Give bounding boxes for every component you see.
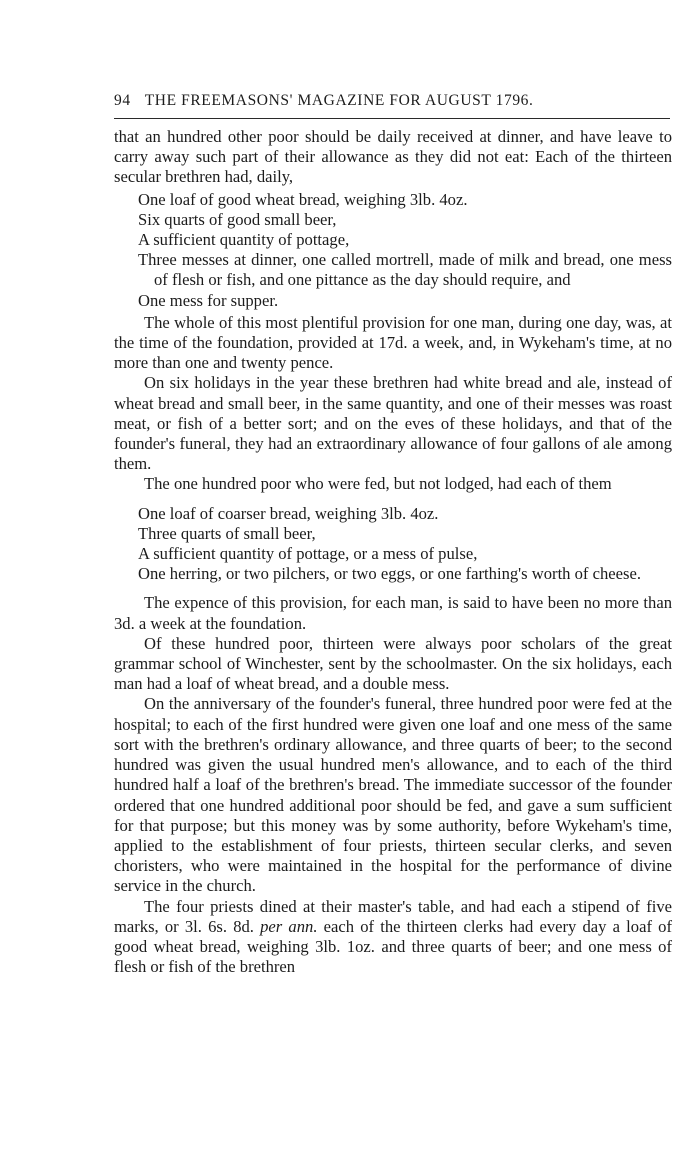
paragraph-8-italic: per ann. [260,916,318,936]
header-rule [114,118,670,119]
list-item: A sufficient quantity of pottage, or a mess of pulse, [138,544,478,564]
paragraph-8 [114,897,672,978]
list-item: Three quarts of small beer, [138,523,316,543]
poor-allowance-list [114,504,672,585]
list-item: One loaf of coarser bread, weighing 3lb. 4oz. [138,503,439,523]
paragraph-2: The whole of this most plentiful provision for one man, during one day, was, at the time of the foundation, provided at 17d. a week, and, in Wykeham's time, at no more than one and twenty pence. [114,312,672,373]
paragraph-6: Of these hundred poor, thirteen were always poor scholars of the great grammar school of Winchester, sent by the schoolmaster. On the six holidays, each man had a loaf of wheat bread, and a double mess. [114,633,672,694]
paragraph-3: On six holidays in the year these brethren had white bread and ale, instead of wheat bread and small beer, in the same quantity, and one of their messes was roast meat, or fish of a better sort; and on the eves of these holidays, and that of the founder's funeral, they had an extraordinary allowance of four gallons of ale among them. [114,373,672,474]
paragraph-5: The expence of this provision, for each man, is said to have been no more than 3d. a week at the foundation. [114,593,672,633]
list-item: Six quarts of good small beer, [138,209,337,229]
running-header [114,92,672,114]
list-item: One loaf of good wheat bread, weighing 3lb. 4oz. [138,189,468,209]
running-title: THE FREEMASONS' MAGAZINE FOR AUGUST 1796. [144,92,534,109]
brethren-allowance-list [114,190,672,311]
paragraph-4: The one hundred poor who were fed, but not lodged, had each of them [144,474,612,494]
page-number: 94 [114,92,131,109]
magazine-page [114,92,672,977]
paragraph-8-text-a: The four priests dined at their master's table, and had each a stipend of five marks, or 3l. 6s. 8d. [114,896,672,936]
list-item: One mess for supper. [138,290,279,310]
list-item: A sufficient quantity of pottage, [138,230,350,250]
list-item: Three messes at dinner, one called mortrell, made of milk and bread, one mess of flesh or fish, and one pittance as the day should require, and [138,250,672,290]
paragraph-8-text-b: each of the thirteen clerks had every day a loaf of good wheat bread, weighing 3lb. 1oz. and three quarts of beer; and one mess of flesh or fish of the brethren [114,916,672,977]
paragraph-1: that an hundred other poor should be daily received at dinner, and have leave to carry away such part of their allowance as they did not eat: Each of the thirteen secular brethren had, daily, [114,127,672,187]
list-item: One herring, or two pilchers, or two eggs, or one farthing's worth of cheese. [138,564,641,584]
paragraph-7: On the anniversary of the founder's funeral, three hundred poor were fed at the hospital; to each of the first hundred were given one loaf and one mess of the same sort with the brethren's ordinary allowance, and three quarts of beer; to the second hundred was given the usual hundred men's allowance, and to each of the third hundred half a loaf of the brethren's bread. The immediate successor of the founder ordered that one hundred additional poor should be fed, and gave a sum sufficient for that purpose; but this money was by some authority, before Wykeham's time, applied to the establishment of four priests, thirteen secular clerks, and seven choristers, who were maintained in the hospital for the performance of divine service in the church. [114,694,672,896]
